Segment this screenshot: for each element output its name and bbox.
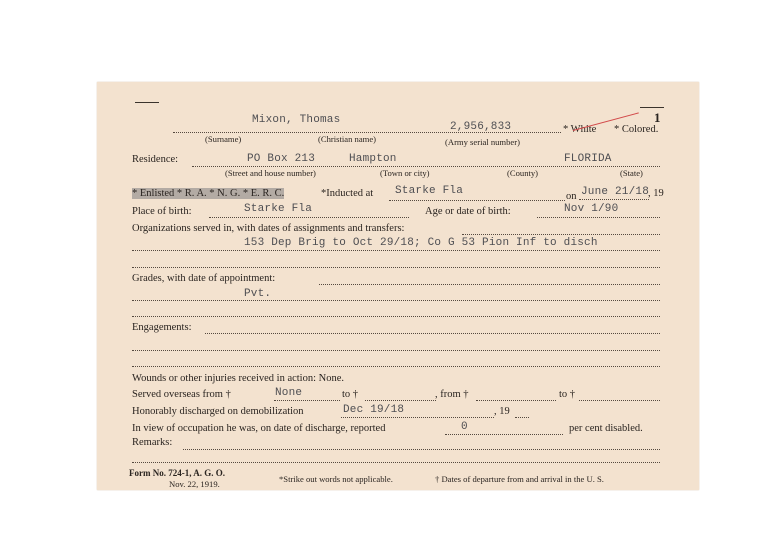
label-county: (County) [507,168,539,178]
label-serial-number: (Army serial number) [445,137,520,147]
name-underline [173,132,561,133]
label-town: (Town or city) [380,168,430,178]
birth-place-value: Starke Fla [244,203,313,215]
service-record-card [97,82,699,490]
birth-place-label: Place of birth: [132,206,192,217]
wounds-line: Wounds or other injuries received in action: None. [132,373,345,384]
served-from-underline [274,400,340,401]
grades-underline-1 [319,284,660,285]
organizations-underline-3 [132,267,660,268]
discharge-year-underline [515,417,529,418]
served-to2-underline [579,400,660,401]
discharge-date-value: Dec 19/18 [343,404,405,416]
footnote-dates: † Dates of departure from and arrival in the U. S. [435,474,604,484]
grades-underline-3 [132,316,660,317]
organizations-underline-2 [132,250,660,251]
disability-underline [445,434,563,435]
birth-date-label: Age or date of birth: [425,206,511,217]
label-street: (Street and house number) [225,168,316,178]
remarks-underline-1 [183,449,660,450]
to-label-1: to † [342,389,359,400]
engagements-label: Engagements: [132,322,192,333]
served-overseas-value: None [275,387,303,399]
enlistment-type-text: * Enlisted * R. A. * N. G. * E. R. C. [132,188,285,199]
birth-place-underline [209,217,409,218]
grades-value: Pvt. [244,288,272,300]
card-number: 1 [654,110,661,125]
card-number-rule [640,107,664,108]
to-label-2: to † [559,389,576,400]
label-surname: (Surname) [205,134,242,144]
inducted-label: *Inducted at [321,188,374,199]
residence-underline [192,166,660,167]
label-state: (State) [620,168,643,178]
surname-name-value: Mixon, Thomas [252,114,341,126]
residence-state-value: FLORIDA [564,153,612,165]
from-label: , from † [435,389,469,400]
remarks-underline-2 [132,462,660,463]
grades-label: Grades, with date of appointment: [132,273,276,284]
served-overseas-label: Served overseas from † [132,389,231,400]
occupation-label: In view of occupation he was, on date of discharge, reported [132,423,386,434]
top-left-rule [135,102,159,103]
form-date: Nov. 22, 1919. [169,479,220,489]
discharge-date-underline [341,417,494,418]
induction-date-value: June 21/18 [581,186,650,198]
induction-year-suffix: , 19 [648,188,664,199]
discharged-label: Honorably discharged on demobilization [132,406,304,417]
organizations-value: 153 Dep Brig to Oct 29/18; Co G 53 Pion Inf to disch [244,237,598,249]
residence-street-value: PO Box 213 [247,153,316,165]
race-white: * White [563,124,597,135]
induction-date-underline [579,199,649,200]
served-to-underline [365,400,436,401]
residence-label: Residence: [132,154,179,165]
organizations-label: Organizations served in, with dates of assignments and transfers: [132,223,405,234]
enlistment-type [132,188,284,199]
grades-underline-2 [132,300,660,301]
remarks-label: Remarks: [132,437,173,448]
engagements-underline-3 [132,366,660,367]
label-christian-name: (Christian name) [318,134,376,144]
organizations-underline-1 [462,234,660,235]
footnote-strike: *Strike out words not applicable. [279,474,393,484]
disability-percent-value: 0 [461,421,468,433]
engagements-underline-2 [132,350,660,351]
birth-date-underline [537,217,660,218]
on-label: on [566,191,577,202]
inducted-underline [389,200,565,201]
birth-date-value: Nov 1/90 [564,203,619,215]
discharge-year-suffix: , 19 [494,406,510,417]
residence-town-value: Hampton [349,153,397,165]
served-from2-underline [476,400,556,401]
engagements-underline-1 [205,333,660,334]
serial-number-value: 2,956,833 [450,121,512,133]
disabled-label: per cent disabled. [569,423,643,434]
inducted-at-value: Starke Fla [395,185,464,197]
race-colored: * Colored. [614,124,659,135]
form-number: Form No. 724-1, A. G. O. [129,468,225,478]
